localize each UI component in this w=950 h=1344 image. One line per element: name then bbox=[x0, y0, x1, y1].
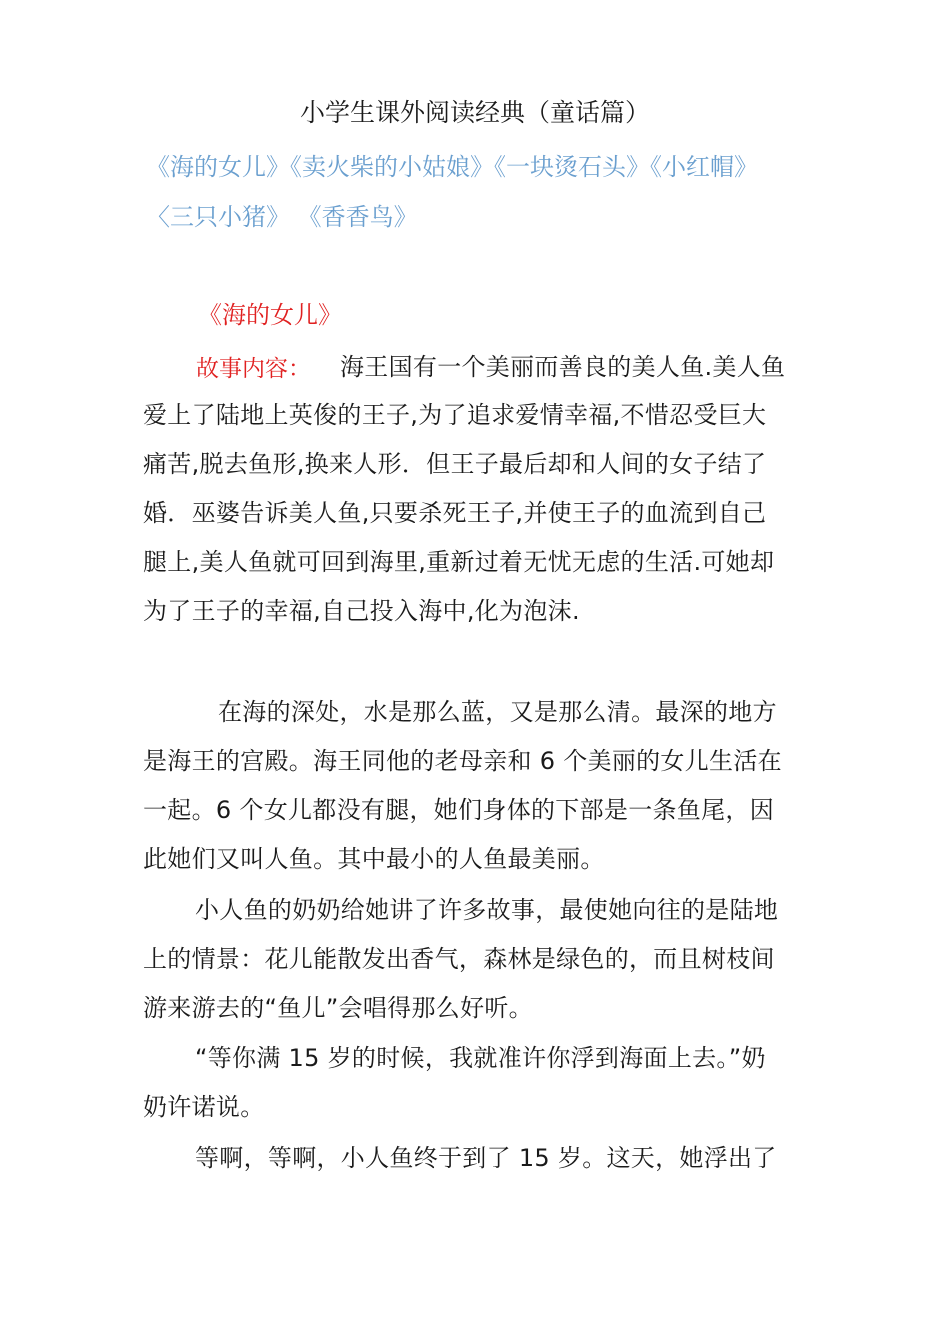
summary-line: 为了王子的幸福,自己投入海中,化为泡沫. bbox=[143, 597, 580, 625]
summary-label: 故事内容： bbox=[196, 356, 311, 382]
story-text-line: 一起。6 个女儿都没有腿，她们身体的下部是一条鱼尾，因 bbox=[143, 796, 774, 824]
story-text-line: 是海王的宫殿。海王同他的老母亲和 6 个美丽的女儿生活在 bbox=[143, 747, 782, 775]
story-heading: 《海的女儿》 bbox=[198, 301, 342, 329]
story-text-line: 上的情景：花儿能散发出香气，森林是绿色的，而且树枝间 bbox=[143, 945, 775, 973]
story-text-line: 奶许诺说。 bbox=[143, 1093, 265, 1121]
story-text-line: 等啊，等啊，小人鱼终于到了 15 岁。这天，她浮出了 bbox=[195, 1144, 777, 1172]
toc-line-2: 〈三只小猪》 《香香鸟》 bbox=[146, 203, 418, 231]
summary-line: 爱上了陆地上英俊的王子,为了追求爱情幸福,不惜忍受巨大 bbox=[143, 401, 767, 429]
story-text-line: 在海的深处，水是那么蓝，又是那么清。最深的地方 bbox=[218, 698, 777, 726]
summary-line: 腿上,美人鱼就可回到海里,重新过着无忧无虑的生活.可她却 bbox=[143, 548, 775, 576]
document-title: 小学生课外阅读经典（童话篇） bbox=[299, 98, 650, 127]
story-text-line: 此她们又叫人鱼。其中最小的人鱼最美丽。 bbox=[143, 845, 605, 873]
story-text-line: 小人鱼的奶奶给她讲了许多故事，最使她向往的是陆地 bbox=[195, 896, 779, 924]
story-text-line: “等你满 15 岁的时候，我就准许你浮到海面上去。”奶 bbox=[195, 1044, 766, 1072]
summary-line: 痛苦,脱去鱼形,换来人形．但王子最后却和人间的女子结了 bbox=[143, 450, 767, 478]
summary-line: 婚．巫婆告诉美人鱼,只要杀死王子,并使王子的血流到自己 bbox=[143, 499, 767, 527]
story-text-line: 游来游去的“鱼儿”会唱得那么好听。 bbox=[143, 994, 533, 1022]
toc-line-1: 《海的女儿》《卖火柴的小姑娘》《一块烫石头》《小红帽》 bbox=[146, 153, 758, 181]
summary-line: 海王国有一个美丽而善良的美人鱼.美人鱼 bbox=[340, 353, 786, 381]
